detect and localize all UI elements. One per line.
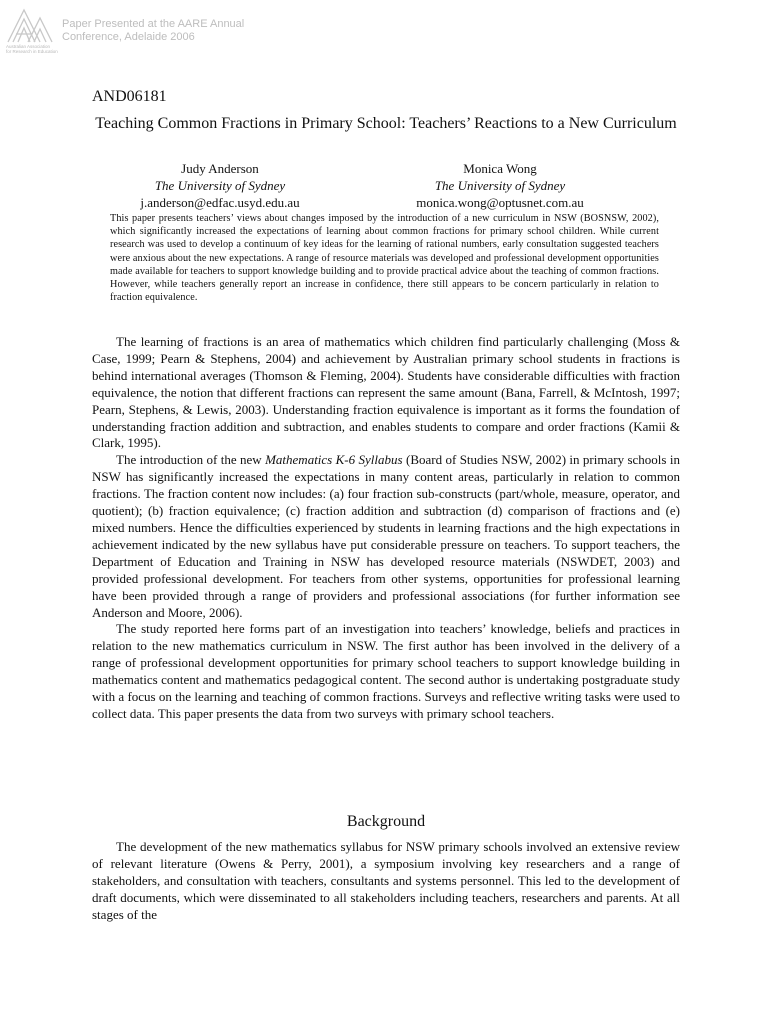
author-email: monica.wong@optusnet.com.au: [416, 195, 584, 210]
org-name: [6, 44, 76, 54]
conference-line-1: Paper Presented at the AARE Annual: [62, 18, 245, 30]
body-text-background: [92, 839, 680, 924]
paragraph-3: The study reported here forms part of an investigation into teachers’ knowledge, beliefs and practices in relation to the new mathematics curriculum in NSW. The first author has been involved in the delivery of a range of professional development opportunities for primary school teachers to support knowledge building in mathematics content and mathematics pedagogical content. The second author is undertaking postgraduate study with a focus on the learning and teaching of common fractions. Surveys and reflective writing tasks were used to collect data. This paper presents the data from two surveys with primary school teachers.: [92, 621, 680, 721]
conference-label: [62, 18, 244, 44]
paper-code: AND06181: [92, 88, 167, 105]
paragraph-2-rest: (Board of Studies NSW, 2002) in primary schools in NSW has significantly increased the expectations in many content areas, particularly in relation to common fractions. The fraction content now includes: (a) four fraction sub-constructs (part/whole, measure, operator, and quotient); (b) fraction equivalence; (c) fraction addition and subtraction (d) comparison of fractions and (e) mixed numbers. Hence the difficulties experienced by students in learning fractions and the high expectations in achievement indicated by the new syllabus have put considerable pressure on teachers. To support teachers, the Department of Education and Training in NSW has developed resource materials (NSWDET, 2003) and provided professional development. For teachers from other systems, opportunities for professional learning have been provided through a range of providers and professional associations (for further information see Anderson and Moore, 2006).: [92, 452, 680, 620]
conference-line-2: Conference, Adelaide 2006: [62, 31, 195, 43]
syllabus-title: Mathematics K-6 Syllabus: [265, 452, 403, 468]
author-block-2: [380, 160, 620, 211]
author-block-1: [100, 160, 340, 211]
section-heading-background: Background: [346, 813, 426, 830]
paragraph-2-start: The introduction of the new: [116, 452, 266, 468]
paragraph-4: The development of the new mathematics syllabus for NSW primary schools involved an extensive review of relevant literature (Owens & Perry, 2001), a symposium involving key researchers and a range of stakeholders, and consultation with teachers, consultants and systems personnel. This led to the development of draft documents, which were disseminated to all stakeholders including teachers, researchers and parents. At all stages of the: [92, 839, 680, 922]
paragraph-1: The learning of fractions is an area of mathematics which children find particularly challenging (Moss & Case, 1999; Pearn & Stephens, 2004) and achievement by Australian primary school students in fractions is behind international averages (Thomson & Fleming, 2004). Students have considerable difficulties with fraction equivalence, the notion that different fractions can represent the same amount (Bana, Farrell, & McIntosh, 1997; Pearn, Stephens, & Lewis, 2003). Understanding fraction equivalence is important as it forms the foundation of understanding fraction addition and subtraction, and enables students to compare and order fractions (Kamii & Clark, 1995).: [92, 334, 680, 451]
author-affiliation: The University of Sydney: [154, 178, 286, 193]
author-email: j.anderson@edfac.usyd.edu.au: [140, 195, 300, 210]
org-line-2: for Research in Education: [6, 49, 58, 54]
abstract: This paper presents teachers’ views about changes imposed by the introduction of a new curriculum in NSW (BOSNSW, 2002), which significantly increased the expectations of learning about common fractions for primary school children. While current research was used to develop a continuum of key ideas for the learning of rational numbers, early consultation suggested teachers were anxious about the new expectations. A range of resource materials was developed and professional development opportunities made available for teachers to support knowledge building and to provide practical advice about the teaching of common fractions. However, while teachers generally report an increase in confidence, there still appears to be concern particularly in relation to fraction equivalence.: [110, 213, 659, 304]
conference-header: [4, 6, 304, 62]
org-line-1: Australian Association: [6, 44, 51, 49]
author-affiliation: The University of Sydney: [434, 178, 566, 193]
paragraph-2: [92, 452, 680, 621]
author-name: Monica Wong: [463, 161, 537, 176]
body-text-intro: [92, 334, 680, 723]
paper-title: Teaching Common Fractions in Primary School: Teachers’ Reactions to a New Curriculum: [95, 115, 677, 132]
author-name: Judy Anderson: [181, 161, 259, 176]
